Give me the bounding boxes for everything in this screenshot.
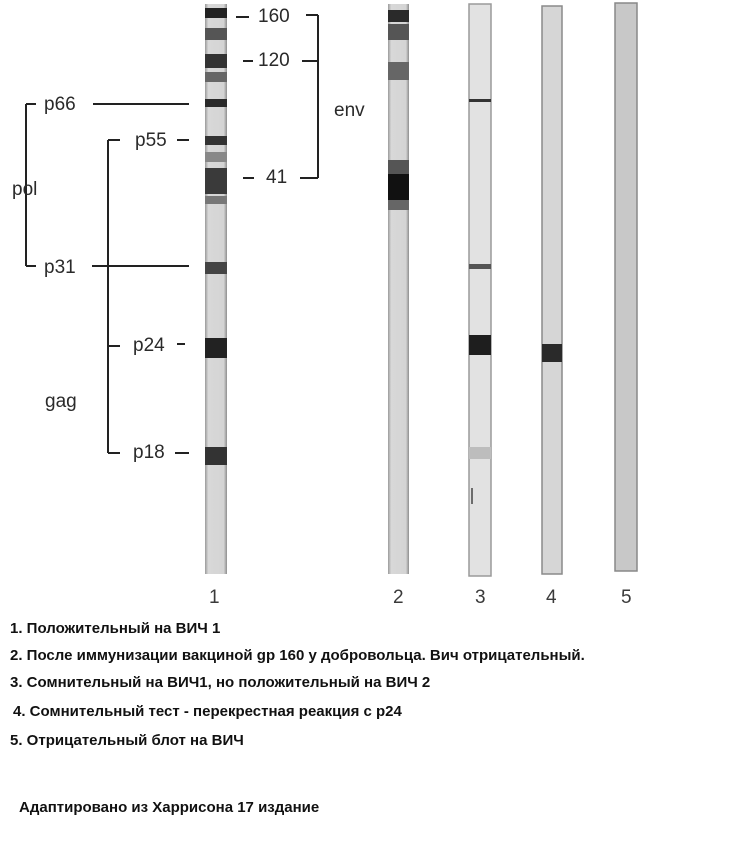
caption-3: 3. Сомнительный на ВИЧ1, но положительный на ВИЧ 2 bbox=[10, 674, 431, 691]
caption-4: 4. Сомнительный тест - перекрестная реакция с p24 bbox=[13, 703, 402, 720]
p18-label: p18 bbox=[133, 442, 165, 463]
lane-5-label: 5 bbox=[621, 587, 632, 608]
lane-2-label: 2 bbox=[393, 587, 404, 608]
lane-1-label: 1 bbox=[209, 587, 220, 608]
strip-1-band-120 bbox=[205, 54, 227, 68]
p55-label: p55 bbox=[135, 130, 167, 151]
strip-4 bbox=[542, 6, 562, 574]
strip-5 bbox=[615, 3, 637, 571]
gag-bracket bbox=[108, 140, 189, 453]
source-note: Адаптировано из Харрисона 17 издание bbox=[19, 799, 320, 816]
p31-label: p31 bbox=[44, 257, 76, 278]
strip-3 bbox=[469, 4, 491, 576]
caption-2: 2. После иммунизации вакциной gp 160 у добровольца. Вич отрицательный. bbox=[10, 647, 585, 664]
p66-label: p66 bbox=[44, 94, 76, 115]
strip-1-band-p24 bbox=[205, 338, 227, 358]
env-group-label: env bbox=[334, 100, 365, 121]
strip-1-band-41 bbox=[205, 168, 227, 194]
lane-3-label: 3 bbox=[475, 587, 486, 608]
lane-4-label: 4 bbox=[546, 587, 557, 608]
strip-2 bbox=[388, 4, 409, 574]
strip-1-band-p55 bbox=[205, 136, 227, 145]
marker-160-label: 160 bbox=[258, 6, 290, 27]
marker-41-label: 41 bbox=[266, 167, 288, 188]
marker-120-label: 120 bbox=[258, 50, 290, 71]
strip-1-band-p31 bbox=[205, 262, 227, 274]
caption-1: 1. Положительный на ВИЧ 1 bbox=[10, 620, 221, 637]
strip-1-band-160 bbox=[205, 8, 227, 18]
pol-group-label: pol bbox=[12, 179, 38, 200]
strip-1-band-p18 bbox=[205, 447, 227, 465]
env-marker-lines bbox=[236, 15, 318, 178]
p24-label: p24 bbox=[133, 335, 165, 356]
gag-group-label: gag bbox=[45, 391, 77, 412]
caption-5: 5. Отрицательный блот на ВИЧ bbox=[10, 732, 244, 749]
strip-1-band-p66 bbox=[205, 99, 227, 107]
strip-1 bbox=[205, 4, 227, 574]
